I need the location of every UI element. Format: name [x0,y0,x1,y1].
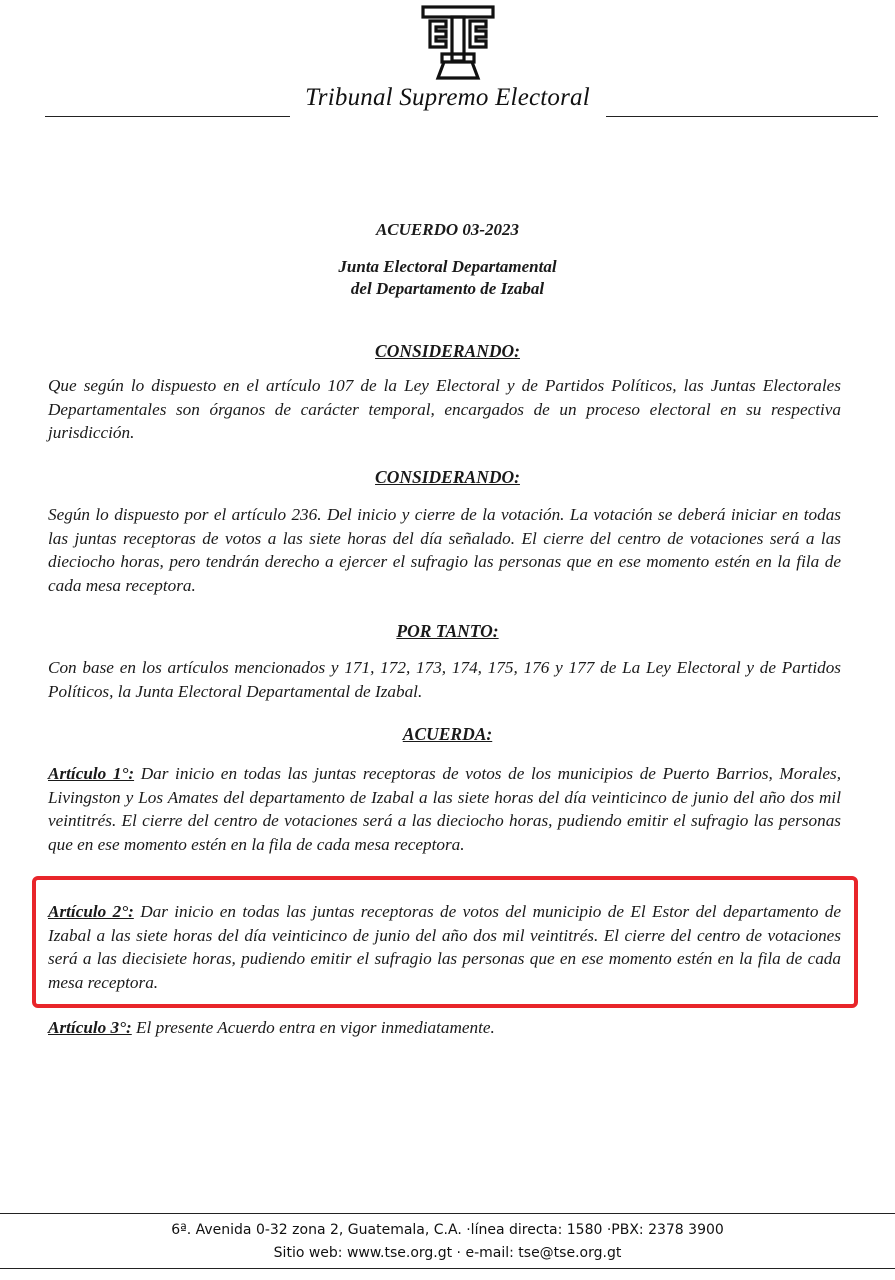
article-1-text: Dar inicio en todas las juntas receptoras de votos de los municipios de Puerto Barrios, Morales, Livingston y Los Amates del departamento de Izabal a las siete horas del día veinticinco de junio del año dos mil veintitrés. El cierre del centro de votaciones será a las dieciocho horas, pudiendo emitir el sufragio las personas que en ese momento estén en la fila de cada mesa receptora. [48,764,842,854]
article-2-label: Artículo 2°: [48,902,134,921]
section-text-considerando-2: Según lo dispuesto por el artículo 236. Del inicio y cierre de la votación. La votación se deberá iniciar en todas las juntas receptoras de votos a las siete horas del día señalado. El cierre del centro de votaciones será a las dieciocho horas, pero tendrán derecho a ejercer el sufragio las personas que en ese momento estén en la fila de cada mesa receptora. [48,505,841,595]
footer-address: 6ª. Avenida 0-32 zona 2, Guatemala, C.A. ·línea directa: 1580 ·PBX: 2378 3900 [171,1222,724,1238]
document-subtitle-line2: del Departamento de Izabal [350,279,545,298]
article-1-label: Artículo 1°: [48,764,135,783]
article-2 [48,900,841,994]
tse-logo [418,2,498,82]
article-3-text: El presente Acuerdo entra en vigor inmediatamente. [136,1018,495,1037]
section-heading-por-tanto: POR TANTO: [396,621,499,641]
header-rule-right [606,116,878,117]
section-heading-considerando-1: CONSIDERANDO: [375,341,520,361]
footer-rule-top [0,1213,895,1214]
section-heading-considerando-2: CONSIDERANDO: [375,467,520,487]
article-3-label: Artículo 3°: [48,1018,132,1037]
document-title: ACUERDO 03-2023 [375,220,520,239]
footer-rule-bottom [0,1268,895,1269]
section-heading-acuerda: ACUERDA: [402,724,493,744]
article-2-text: Dar inicio en todas las juntas receptoras de votos del municipio de El Estor del departamento de Izabal a las siete horas del día veinticinco de junio del año dos mil veintitrés. El cierre del centro de votaciones será a las diecisiete horas, pudiendo emitir el sufragio las personas que en ese momento estén en la fila de cada mesa receptora. [48,902,842,992]
section-text-considerando-1: Que según lo dispuesto en el artículo 107 de la Ley Electoral y de Partidos Políticos, las Juntas Electorales Departamentales son órganos de carácter temporal, encargados de un proceso electoral en su respectiva jurisdicción. [48,376,841,442]
footer-contact: Sitio web: www.tse.org.gt · e-mail: tse@tse.org.gt [273,1245,622,1261]
header-rule-left [45,116,290,117]
section-text-por-tanto: Con base en los artículos mencionados y 171, 172, 173, 174, 175, 176 y 177 de La Ley Electoral y de Partidos Políticos, la Junta Electoral Departamental de Izabal. [48,658,841,701]
article-3 [48,1016,841,1040]
institution-name: Tribunal Supremo Electoral [305,84,590,111]
article-1 [48,762,841,856]
document-subtitle-line1: Junta Electoral Departamental [338,257,557,276]
